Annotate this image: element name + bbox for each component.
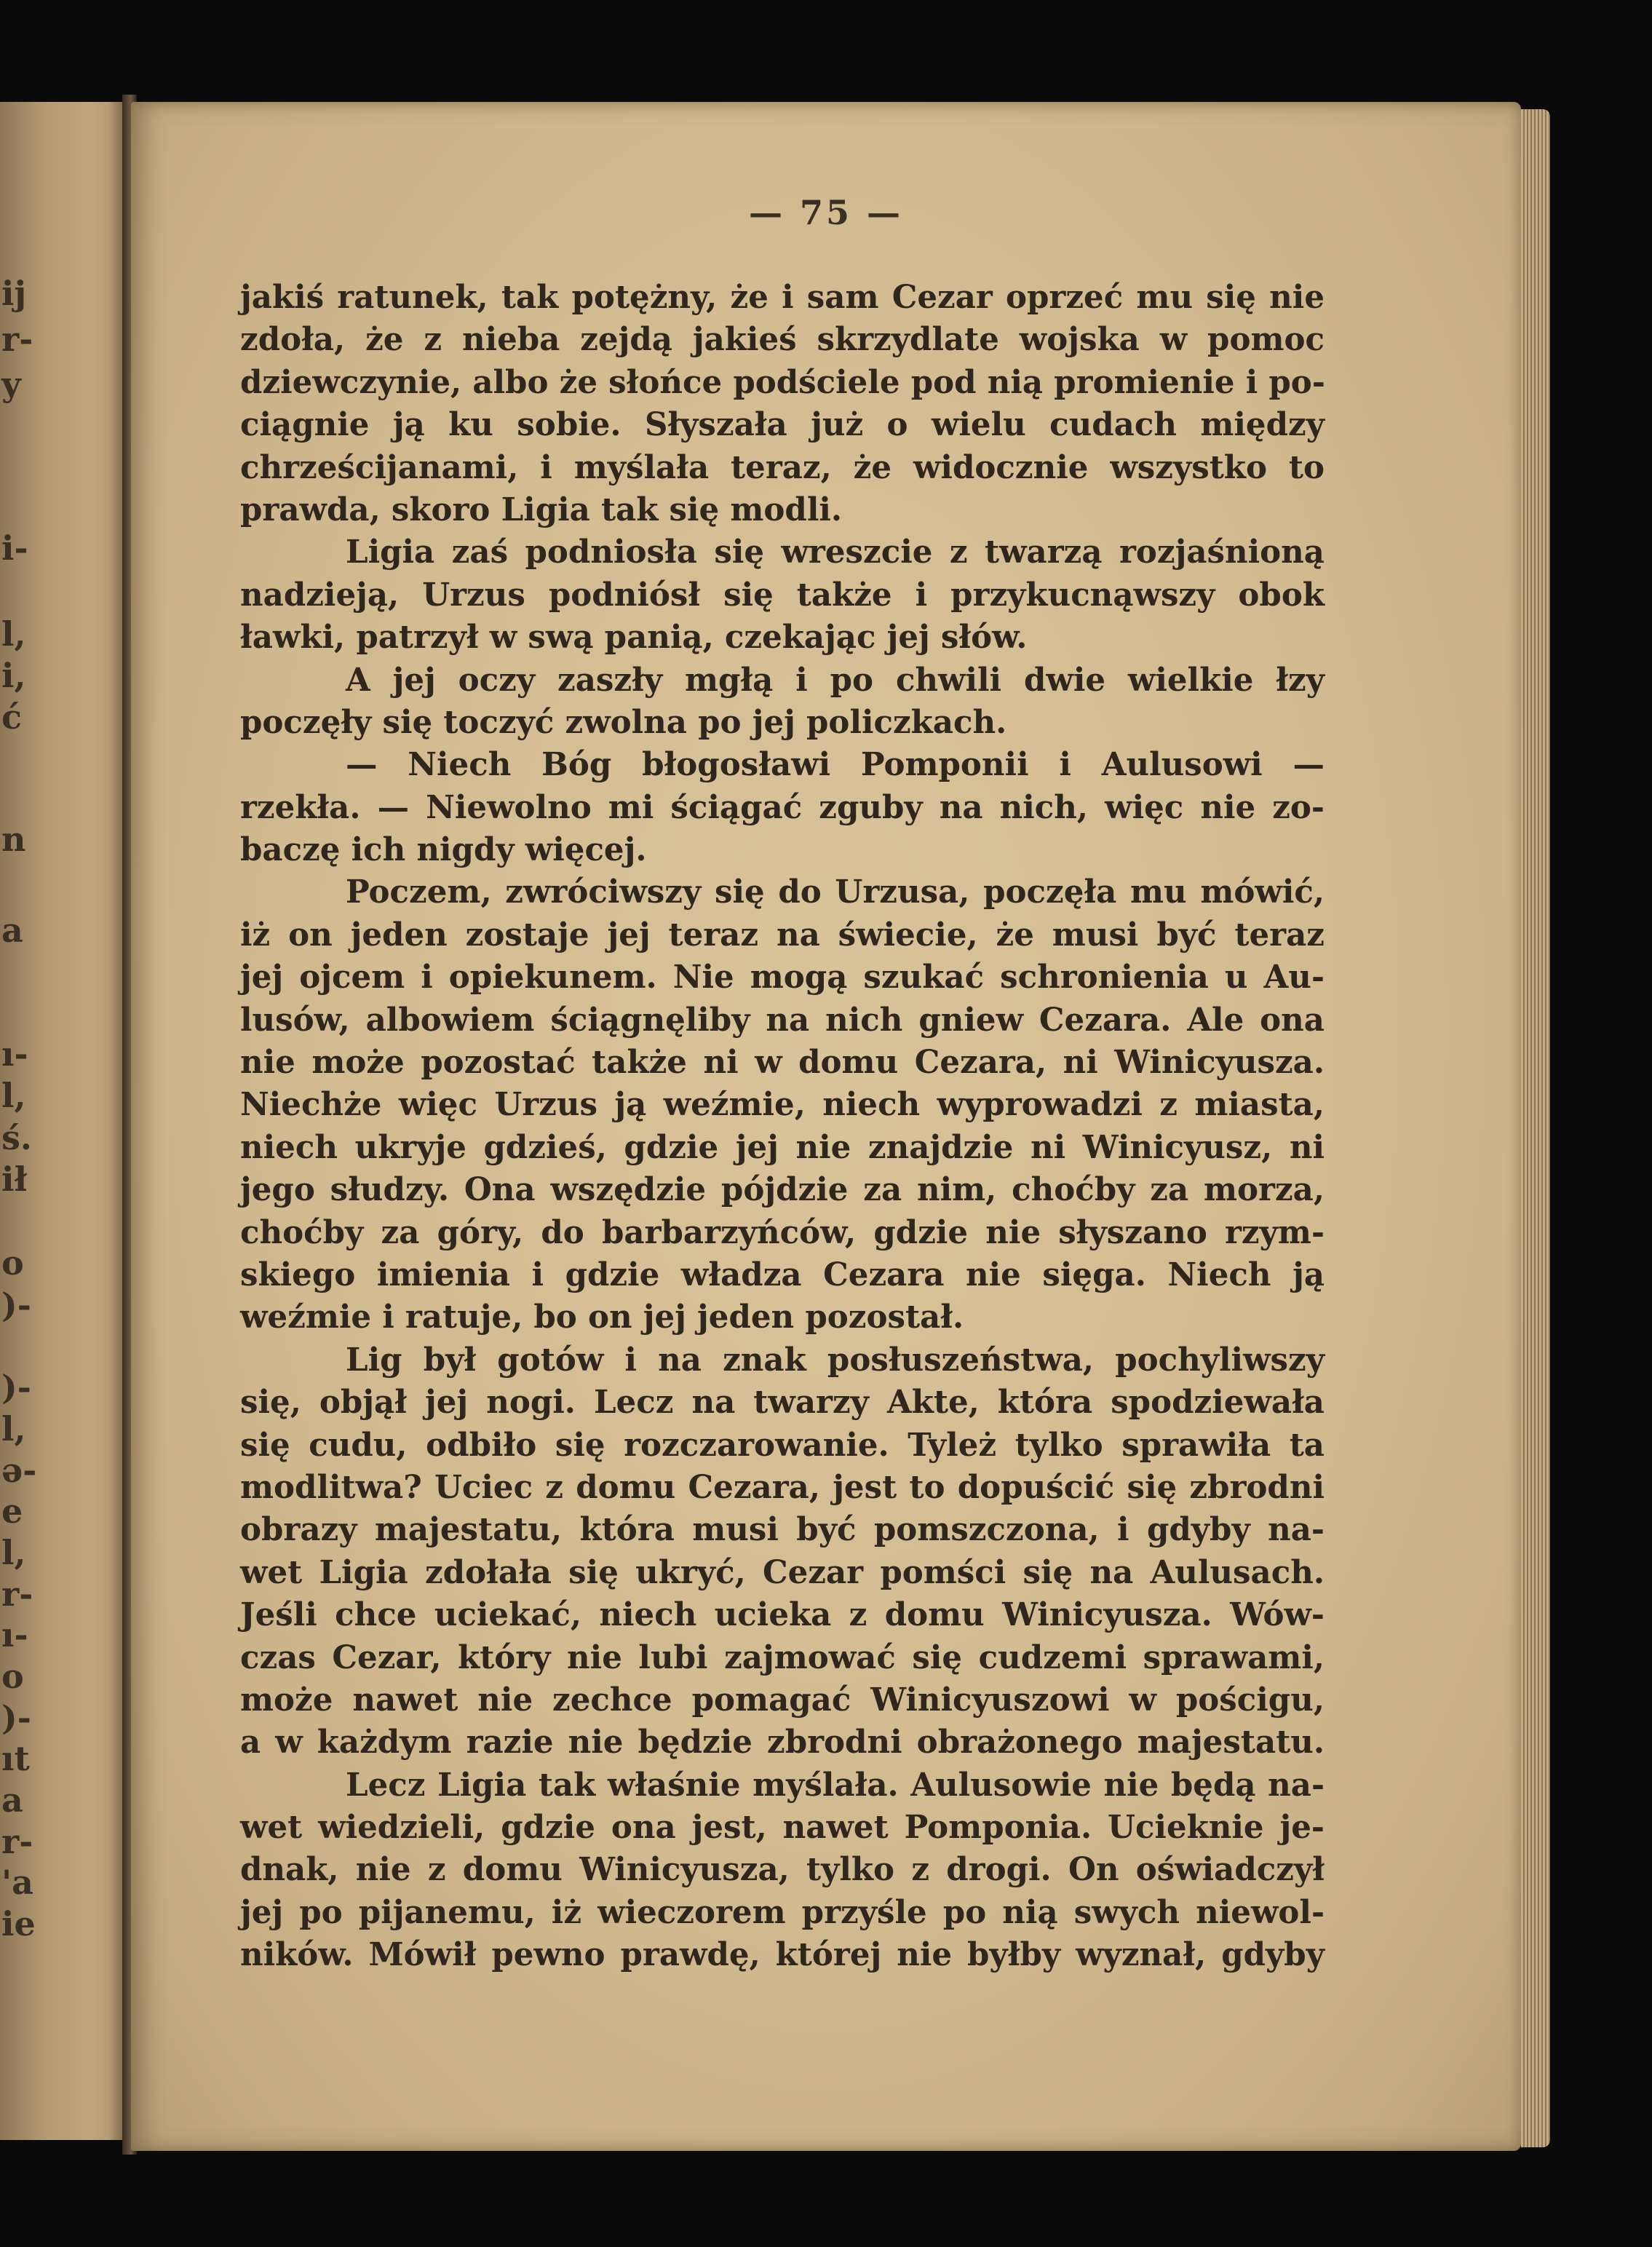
previous-page-fragment: l, bbox=[1, 1076, 26, 1115]
book-page bbox=[131, 102, 1521, 2151]
text-line: — Niech Bóg błogosławi Pomponii i Aulusowi — bbox=[346, 746, 1325, 784]
text-line: Ligia zaś podniosła się wreszcie z twarzą rozjaśnioną bbox=[346, 534, 1325, 571]
previous-page-fragment: i- bbox=[1, 528, 28, 568]
previous-page-fragment: n bbox=[1, 820, 26, 859]
text-line: nie może pozostać także ni w domu Cezara, ni Winicyusza. bbox=[240, 1044, 1325, 1082]
text-line: choćby za góry, do barbarzyńców, gdzie nie słyszano rzym- bbox=[240, 1213, 1325, 1251]
previous-page-fragment: y bbox=[1, 365, 21, 404]
text-line: zdoła, że z nieba zejdą jakieś skrzydlate wojska w pomoc bbox=[240, 321, 1325, 359]
text-line: modlitwa? Uciec z domu Cezara, jest to dopuścić się zbrodni bbox=[240, 1468, 1325, 1506]
text-line: Poczem, zwróciwszy się do Urzusa, poczęła mu mówić, bbox=[346, 873, 1325, 911]
page-number: — 75 — bbox=[748, 193, 904, 232]
text-line: skiego imienia i gdzie władza Cezara nie sięga. Niech ją bbox=[240, 1256, 1325, 1293]
previous-page-fragment: ć bbox=[1, 697, 23, 737]
previous-page-fragment: )- bbox=[1, 1368, 31, 1407]
text-line: prawda, skoro Ligia tak się modli. bbox=[240, 491, 843, 528]
page-text bbox=[240, 277, 1325, 1977]
text-line: ciągnie ją ku sobie. Słyszała już o wielu cudach między bbox=[240, 406, 1325, 444]
previous-page-fragment: 'a bbox=[1, 1863, 33, 1902]
text-line: Lig był gotów i na znak posłuszeństwa, pochyliwszy bbox=[346, 1341, 1325, 1379]
previous-page-fragment: l, bbox=[1, 1409, 26, 1449]
text-line: chrześcijanami, i myślała teraz, że widocznie wszystko to bbox=[240, 448, 1325, 486]
text-line: jej po pijanemu, iż wieczorem przyśle po nią swych niewol- bbox=[240, 1893, 1325, 1931]
text-line: wet Ligia zdołała się ukryć, Cezar pomści się na Aulusach. bbox=[240, 1553, 1325, 1591]
previous-page-fragment: ił bbox=[1, 1160, 28, 1199]
text-line: jego słudzy. Ona wszędzie pójdzie za nim, choćby za morza, bbox=[240, 1171, 1325, 1209]
text-line: jakiś ratunek, tak potężny, że i sam Cezar oprzeć mu się nie bbox=[240, 279, 1325, 316]
text-line: czas Cezar, który nie lubi zajmować się cudzemi sprawami, bbox=[240, 1638, 1325, 1676]
previous-page-fragment: ı- bbox=[1, 1034, 28, 1074]
previous-page-fragment: ə- bbox=[1, 1451, 37, 1490]
text-line: wet wiedzieli, gdzie ona jest, nawet Pomponia. Ucieknie je- bbox=[240, 1809, 1325, 1847]
previous-page-fragment: ie bbox=[1, 1904, 36, 1943]
previous-page-fragment: l, bbox=[1, 1533, 26, 1572]
previous-page-fragment: ı- bbox=[1, 1615, 28, 1654]
text-line: jej ojcem i opiekunem. Nie mogą szukać schronienia u Au- bbox=[240, 959, 1325, 996]
text-line: lusów, albowiem ściągnęliby na nich gniew Cezara. Ale ona bbox=[240, 1001, 1325, 1039]
previous-page-fragment: l, bbox=[1, 614, 26, 654]
previous-page-fragment: r- bbox=[1, 1822, 33, 1861]
previous-page-fragment: ś. bbox=[1, 1118, 32, 1157]
text-line: a w każdym razie nie będzie zbrodni obrażonego majestatu. bbox=[240, 1724, 1325, 1761]
previous-page-fragment: i, bbox=[1, 656, 26, 695]
text-line: niech ukryje gdzieś, gdzie jej nie znajdzie ni Winicyusz, ni bbox=[240, 1128, 1325, 1166]
text-line: baczę ich nigdy więcej. bbox=[240, 831, 647, 869]
previous-page-fragment: )- bbox=[1, 1698, 31, 1737]
text-line: weźmie i ratuje, bo on jej jeden pozostał. bbox=[240, 1299, 964, 1336]
previous-page-fragment: o bbox=[1, 1243, 24, 1283]
text-line: się, objął jej nogi. Lecz na twarzy Akte, która spodziewała bbox=[240, 1384, 1325, 1422]
text-line: ławki, patrzył w swą panią, czekając jej słów. bbox=[240, 619, 1028, 657]
text-line: rzekła. — Niewolno mi ściągać zguby na nich, więc nie zo- bbox=[240, 788, 1325, 826]
text-line: ników. Mówił pewno prawdę, której nie byłby wyznał, gdyby bbox=[240, 1936, 1325, 1974]
previous-page-fragment: e bbox=[1, 1491, 23, 1531]
text-line: Lecz Ligia tak właśnie myślała. Aulusowie nie będą na- bbox=[346, 1766, 1325, 1804]
previous-page-fragment: o bbox=[1, 1657, 24, 1696]
previous-page-fragment: r- bbox=[1, 1574, 33, 1614]
previous-page-fragment: ij bbox=[1, 274, 27, 313]
previous-page-fragment: r- bbox=[1, 320, 33, 359]
text-line: się cudu, odbiło się rozczarowanie. Tyleż tylko sprawiła ta bbox=[240, 1426, 1325, 1464]
text-line: A jej oczy zaszły mgłą i po chwili dwie wielkie łzy bbox=[346, 661, 1325, 699]
page-stack-edge bbox=[1521, 109, 1550, 2147]
previous-page-edge bbox=[0, 102, 130, 2140]
previous-page-fragment: ıt bbox=[1, 1739, 30, 1778]
text-line: iż on jeden zostaje jej teraz na świecie, że musi być teraz bbox=[240, 916, 1325, 954]
text-line: może nawet nie zechce pomagać Winicyuszowi w pościgu, bbox=[240, 1681, 1325, 1719]
text-line: dziewczynie, albo że słońce podściele pod nią promienie i po- bbox=[240, 363, 1325, 401]
text-line: Jeśli chce uciekać, niech ucieka z domu Winicyusza. Wów- bbox=[240, 1596, 1325, 1634]
text-line: nadzieją, Urzus podniósł się także i przykucnąwszy obok bbox=[240, 576, 1325, 614]
text-line: poczęły się toczyć zwolna po jej policzkach. bbox=[240, 703, 1007, 741]
previous-page-fragment: a bbox=[1, 1780, 23, 1820]
previous-page-fragment: )- bbox=[1, 1285, 31, 1325]
previous-page-fragment: a bbox=[1, 911, 23, 950]
text-line: dnak, nie z domu Winicyusza, tylko z drogi. On oświadczył bbox=[240, 1851, 1325, 1889]
text-line: obrazy majestatu, która musi być pomszczona, i gdyby na- bbox=[240, 1511, 1325, 1549]
text-line: Niechże więc Urzus ją weźmie, niech wyprowadzi z miasta, bbox=[240, 1086, 1325, 1124]
